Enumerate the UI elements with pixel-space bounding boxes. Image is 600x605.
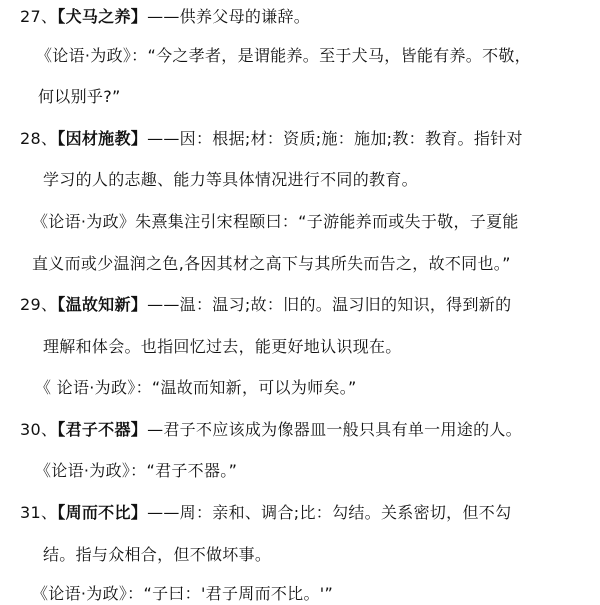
- entry-number: 29、: [20, 295, 58, 314]
- entry-31-heading: [20, 502, 511, 524]
- entry-definition: ——供养父母的谦辞。: [147, 7, 311, 26]
- entry-29-heading: [20, 294, 511, 316]
- entry-term: 【君子不器】: [57, 420, 148, 439]
- entry-number: 30、: [20, 420, 58, 439]
- entry-term: 【温故知新】: [57, 295, 148, 314]
- entry-28-quote-line: 《论语·为政》朱熹集注引宋程颐曰：“子游能养而或失于敬，子夏能: [32, 212, 519, 231]
- entry-31-quote-line: 《论语·为政》：“子曰：'君子周而不比。'”: [32, 584, 334, 603]
- entry-term: 【犬马之养】: [57, 7, 148, 26]
- entry-definition: ——温：温习;故：旧的。温习旧的知识，得到新的: [147, 295, 512, 314]
- entry-30-quote-line: 《论语·为政》：“君子不器。”: [35, 461, 238, 480]
- entry-term: 【周而不比】: [57, 503, 148, 522]
- entry-definition: ——因：根据;材：资质;施：施加;教：教育。指针对: [147, 129, 523, 148]
- entry-definition: —君子不应该成为像器皿一般只具有单一用途的人。: [147, 420, 522, 439]
- entry-28-heading: [20, 128, 523, 150]
- entry-27-quote-line: 《论语·为政》：“今之孝者，是谓能养。至于犬马，皆能有养。不敬，: [36, 46, 531, 65]
- entry-28-quote-line: 直义而或少温润之色,各因其材之高下与其所失而告之，故不同也。”: [32, 254, 511, 273]
- entry-number: 27、: [20, 7, 58, 26]
- entry-27-heading: [20, 6, 310, 28]
- entry-number: 28、: [20, 129, 58, 148]
- entry-29-definition-line: 理解和体会。也指回忆过去，能更好地认识现在。: [43, 337, 402, 356]
- entry-27-quote-line: 何以别乎?”: [38, 87, 121, 106]
- entry-31-definition-line: 结。指与众相合，但不做坏事。: [43, 545, 272, 564]
- entry-term: 【因材施教】: [57, 129, 148, 148]
- entry-number: 31、: [20, 503, 58, 522]
- entry-28-definition-line: 学习的人的志趣、能力等具体情况进行不同的教育。: [43, 170, 418, 189]
- entry-30-heading: [20, 419, 522, 441]
- entry-29-quote-line: 《 论语·为政》：“温故而知新，可以为师矣。”: [35, 378, 357, 397]
- entry-definition: ——周：亲和、调合;比：勾结。关系密切，但不勾: [147, 503, 512, 522]
